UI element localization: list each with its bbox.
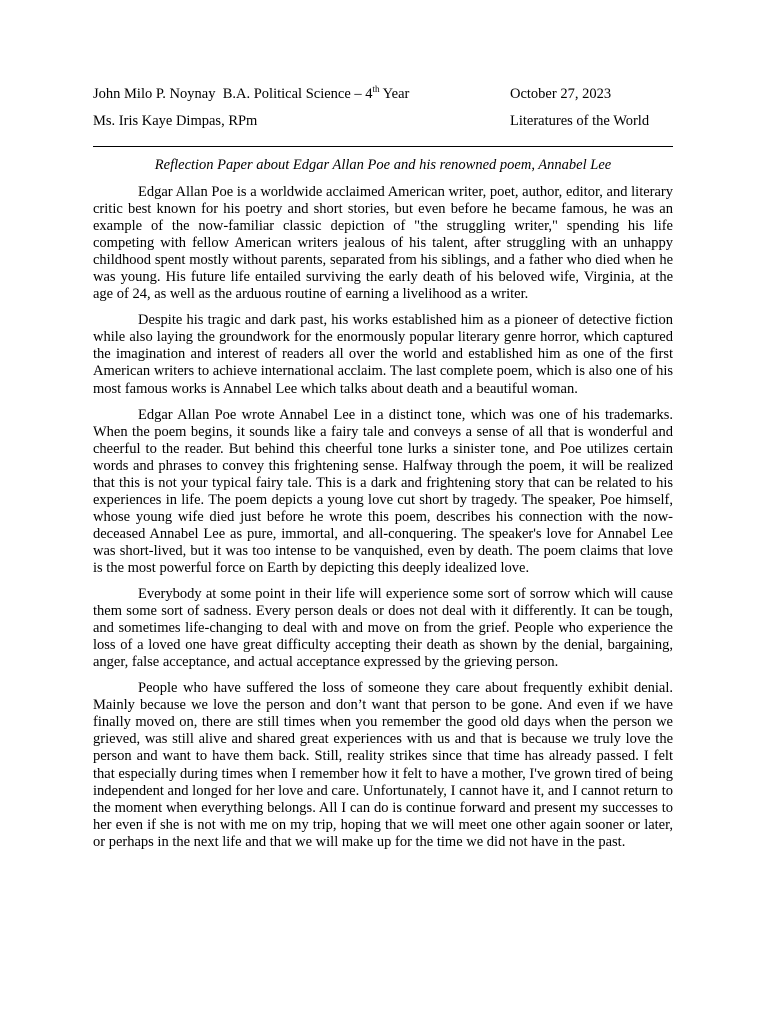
paragraph-5: People who have suffered the loss of someone they care about frequently exhibit denial. Mainly because we love the person and don’t want that person to be gone. And even if we have finally moved on, there are still times when you remember the good old days when the person we grieved, was still alive and shared great experiences with us and that is because we truly love the person and want to have them back. Still, reality strikes since that time has already passed. I felt that especially during times when I remember how it felt to have a mother, I've grown tired of being independent and longed for her love and care. Unfortunately, I cannot have it, and I cannot return to the moment when everything belongs. All I can do is continue forward and present my successes to her even if she is not with me on my trip, hoping that we will meet one other again sooner or later, or perhaps in the next life and that we will make up for the time we did not have in the past.: [93, 680, 673, 850]
paragraph-1: Edgar Allan Poe is a worldwide acclaimed American writer, poet, author, editor, and literary critic best known for his poetry and short stories, but even before he became famous, he was an example of the now-familiar classic depiction of "the struggling writer," spending his life competing with fellow American writers jealous of his talent, after struggling with an unhappy childhood spent mostly without parents, separated from his siblings, and a father who died when he was young. His future life entailed surviving the early death of his beloved wife, Virginia, at the age of 24, as well as the arduous routine of earning a livelihood as a writer.: [93, 184, 673, 303]
paper-body: [93, 184, 673, 860]
course-name: Literatures of the World: [510, 113, 650, 129]
paragraph-4: Everybody at some point in their life will experience some sort of sorrow which will cause them some sort of sadness. Every person deals or does not deal with it differently. It can be tough, and sometimes life-changing to deal with and move on from the grief. People who experience the loss of a loved one have great difficulty accepting their death as shown by the denial, bargaining, anger, false acceptance, and actual acceptance expressed by the grieving person.: [93, 586, 673, 671]
instructor-name: Ms. Iris Kaye Dimpas, RPm: [93, 113, 258, 129]
paragraph-3: Edgar Allan Poe wrote Annabel Lee in a distinct tone, which was one of his trademarks. When the poem begins, it sounds like a fairy tale and conveys a sense of all that is wonderful and cheerful to the reader. But behind this cheerful tone lurks a sinister tone, and Poe utilizes certain words and phrases to convey this frightening sense. Halfway through the poem, it will be realized that this is not your typical fairy tale. This is a dark and frightening story that can be related to his experiences in life. The poem depicts a young love cut short by tragedy. The speaker, Poe himself, whose young wife died just before he wrote this poem, describes his connection with the now-deceased Annabel Lee as pure, immortal, and all-conquering. The speaker's love for Annabel Lee was short-lived, but it was too intense to be vanquished, even by death. The poem claims that love is the most powerful force on Earth by depicting this deeply idealized love.: [93, 406, 673, 576]
student-name: John Milo P. Noynay: [93, 86, 216, 102]
student-and-program: [93, 86, 409, 103]
program-prefix: B.A. Political Science – 4: [222, 86, 373, 102]
header-row-2: [93, 113, 673, 140]
header-divider: [93, 146, 673, 147]
paper-title: Reflection Paper about Edgar Allan Poe and his renowned poem, Annabel Lee: [154, 157, 612, 173]
submission-date: October 27, 2023: [510, 86, 612, 102]
document-header: [93, 86, 673, 140]
program-ordinal-suffix: th: [372, 84, 380, 95]
paragraph-2: Despite his tragic and dark past, his works established him as a pioneer of detective fiction while also laying the groundwork for the enormously popular literary genre horror, which captured the imagination and interest of readers all over the world and established him as one of the first American writers to achieve international acclaim. The last complete poem, which is also one of his most famous works is Annabel Lee which talks about death and a beautiful woman.: [93, 312, 673, 397]
header-row-1: [93, 86, 673, 113]
program-suffix: Year: [379, 86, 410, 102]
